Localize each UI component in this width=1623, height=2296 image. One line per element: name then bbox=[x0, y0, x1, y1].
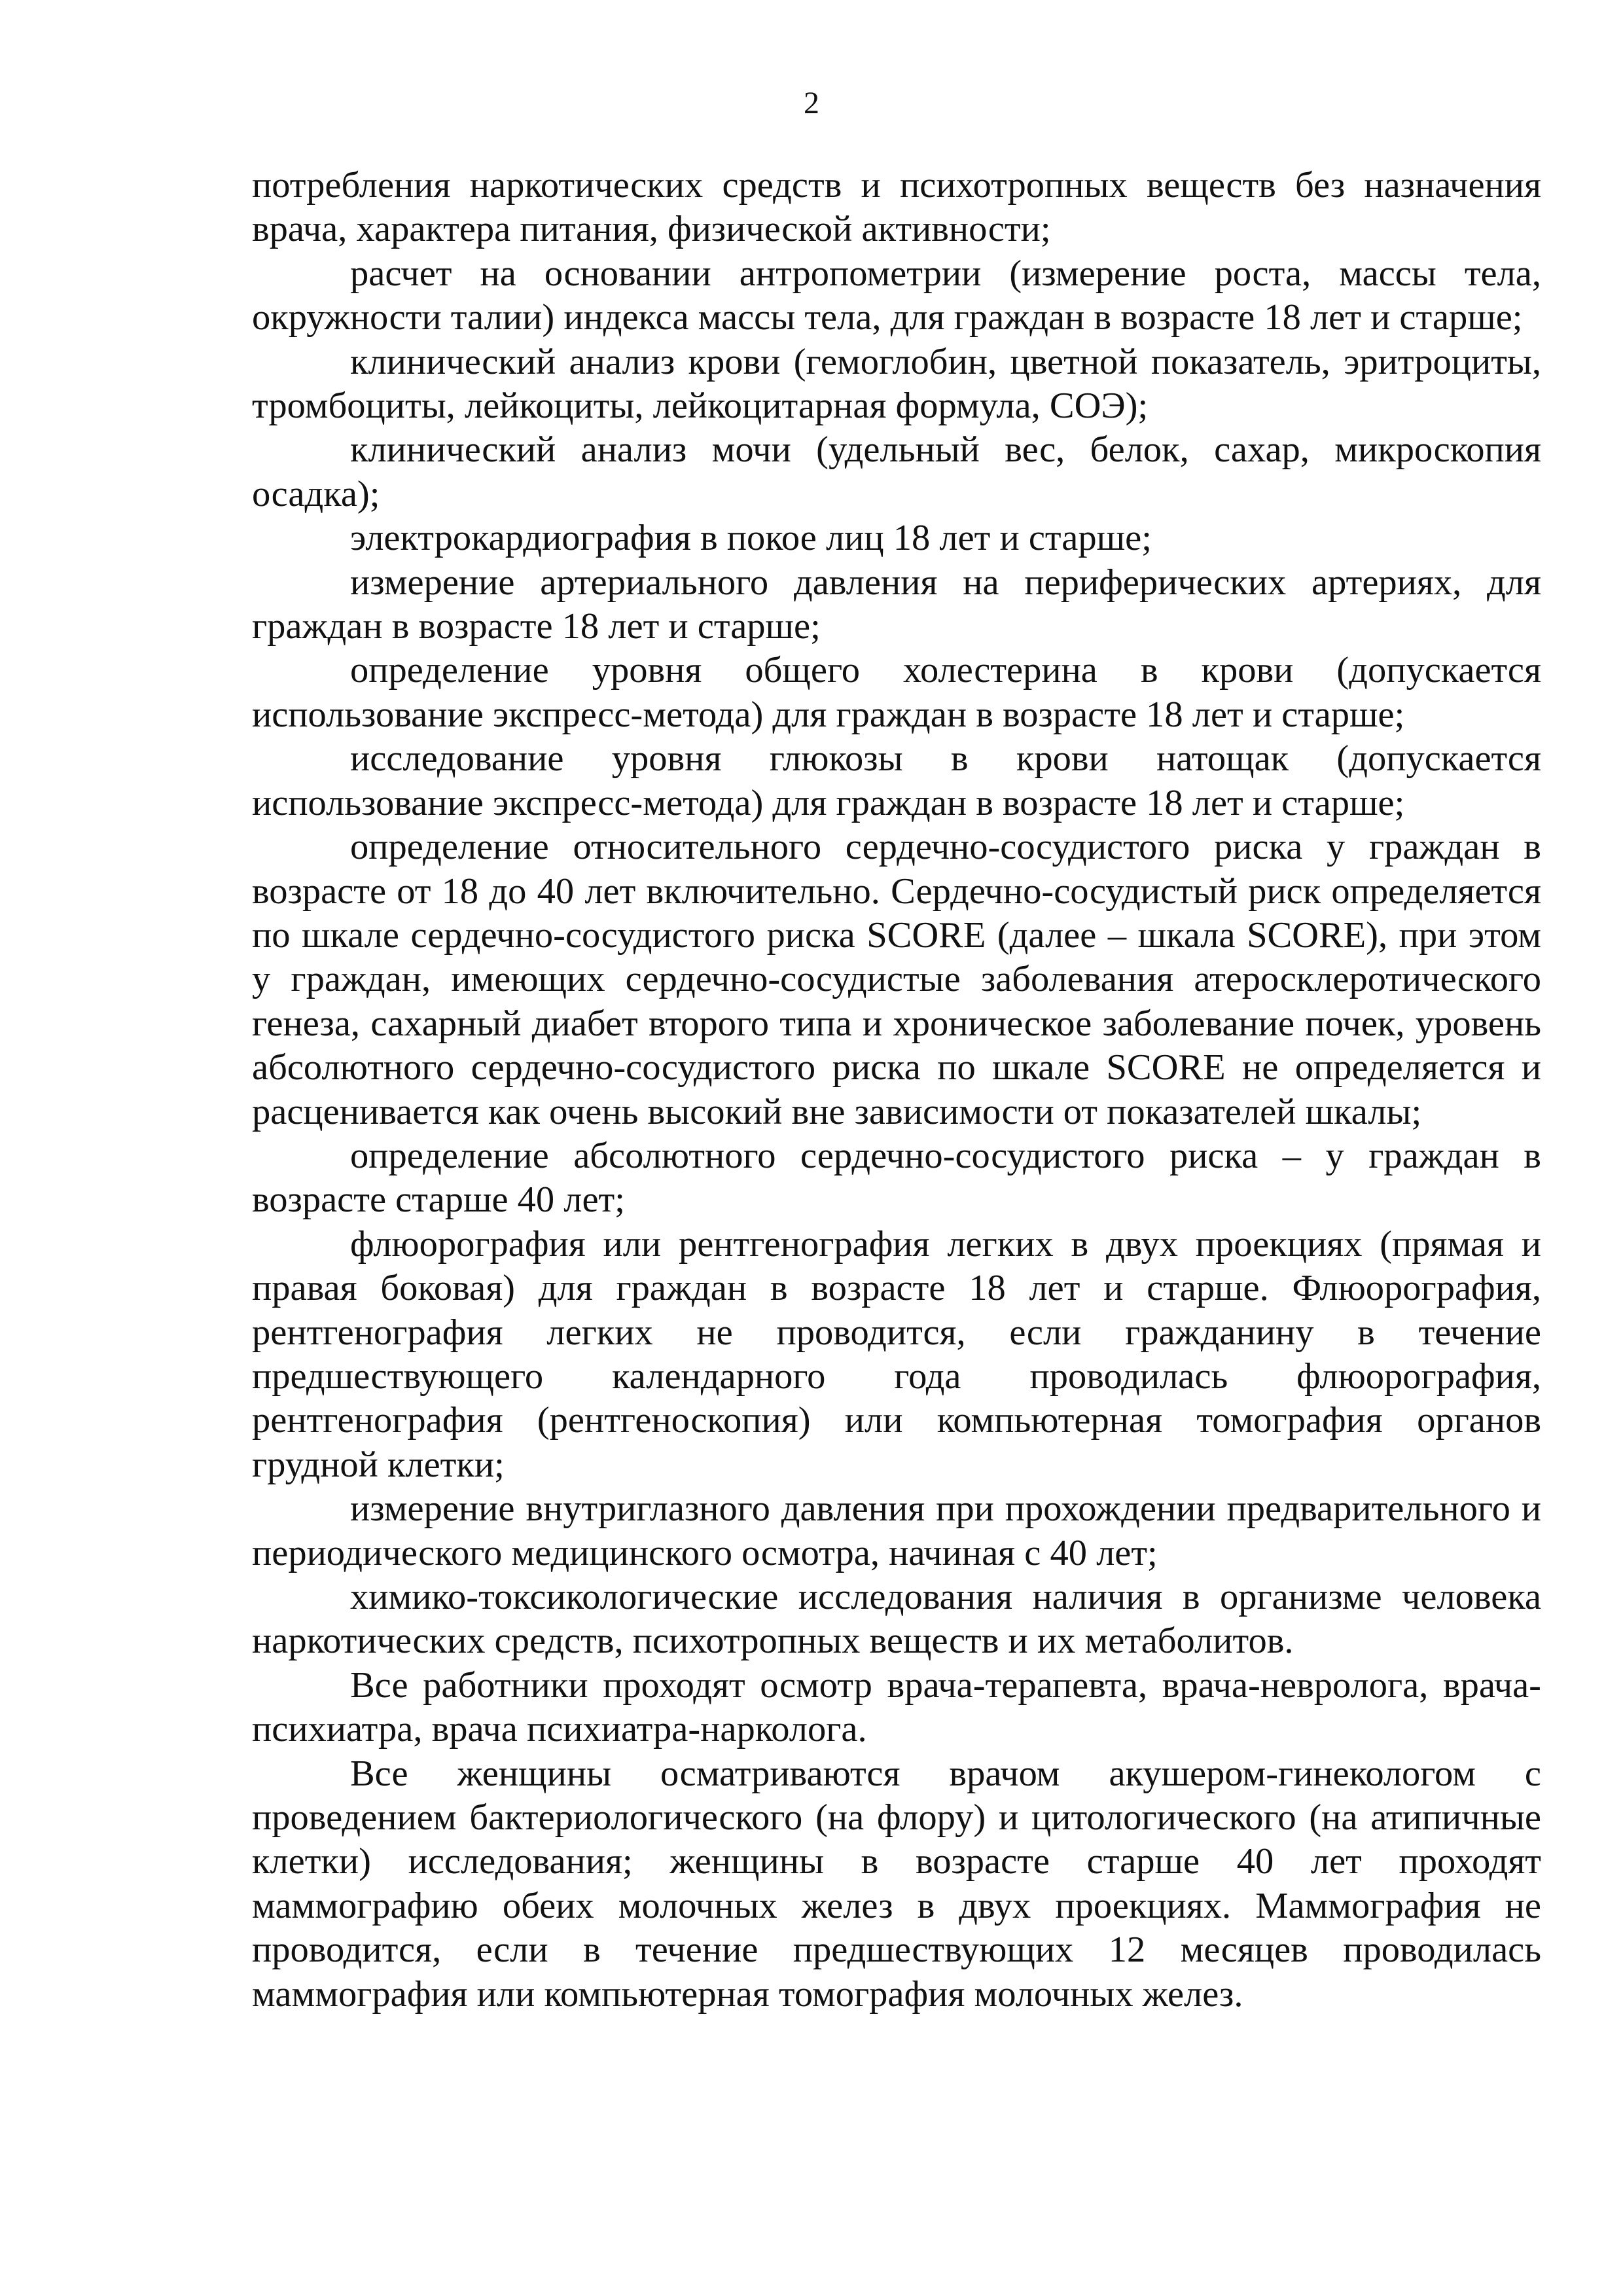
paragraph-absolute-risk: определение абсолютного сердечно-сосудистого риска – у граждан в возрасте старше 40 лет; bbox=[252, 1135, 1541, 1221]
paragraph-blood-pressure: измерение артериального давления на периферических артериях, для граждан в возрасте 18 лет и старше; bbox=[252, 562, 1541, 647]
document-body bbox=[252, 164, 1541, 2017]
paragraph-intraocular-pressure: измерение внутриглазного давления при прохождении предварительного и периодического медицинского осмотра, начиная с 40 лет; bbox=[252, 1488, 1541, 1573]
paragraph-glucose: исследование уровня глюкозы в крови натощак (допускается использование экспресс-метода) для граждан в возрасте 18 лет и старше; bbox=[252, 738, 1541, 823]
paragraph-continuation: потребления наркотических средств и психотропных веществ без назначения врача, характера питания, физической активности; bbox=[252, 165, 1541, 250]
paragraph-blood-analysis: клинический анализ крови (гемоглобин, цветной показатель, эритроциты, тромбоциты, лейкоциты, лейкоцитарная формула, СОЭ); bbox=[252, 341, 1541, 427]
paragraph-anthropometry: расчет на основании антропометрии (измерение роста, массы тела, окружности талии) индекса массы тела, для граждан в возрасте 18 лет и старше; bbox=[252, 253, 1541, 338]
paragraph-all-workers: Все работники проходят осмотр врача-терапевта, врача-невролога, врача-психиатра, врача психиатра-нарколога. bbox=[252, 1664, 1541, 1750]
paragraph-relative-risk: определение относительного сердечно-сосудистого риска у граждан в возрасте от 18 до 40 лет включительно. Сердечно-сосудистый риск определяется по шкале сердечно-сосудистого риска SCORE (далее – шкала SCORE), при этом у граждан, имеющих сердечно-сосудистые заболевания атеросклеротического генеза, сахарный диабет второго типа и хроническое заболевание почек, уровень абсолютного сердечно-сосудистого риска по шкале SCORE не определяется и расценивается как очень высокий вне зависимости от показателей шкалы; bbox=[252, 827, 1541, 1132]
paragraph-women: Все женщины осматриваются врачом акушером-гинекологом с проведением бактериологического (на флору) и цитологического (на атипичные клетки) исследования; женщины в возрасте старше 40 лет проходят маммографию обеих молочных желез в двух проекциях. Маммография не проводится, если в течение предшествующих 12 месяцев проводилась маммография или компьютерная томография молочных желез. bbox=[252, 1753, 1541, 2015]
page-number: 2 bbox=[804, 86, 819, 120]
paragraph-urine-analysis: клинический анализ мочи (удельный вес, белок, сахар, микроскопия осадка); bbox=[252, 429, 1541, 514]
paragraph-fluorography: флюорография или рентгенография легких в двух проекциях (прямая и правая боковая) для граждан в возрасте 18 лет и старше. Флюорография, рентгенография легких не проводится, если гражданину в течение предшествующего календарного года проводилась флюорография, рентгенография (рентгеноскопия) или компьютерная томография органов грудной клетки; bbox=[252, 1223, 1541, 1485]
paragraph-toxicology: химико-токсикологические исследования наличия в организме человека наркотических средств, психотропных веществ и их метаболитов. bbox=[252, 1577, 1541, 1662]
paragraph-ecg: электрокардиография в покое лиц 18 лет и старше; bbox=[350, 518, 1152, 559]
paragraph-cholesterol: определение уровня общего холестерина в крови (допускается использование экспресс-метода) для граждан в возрасте 18 лет и старше; bbox=[252, 650, 1541, 735]
